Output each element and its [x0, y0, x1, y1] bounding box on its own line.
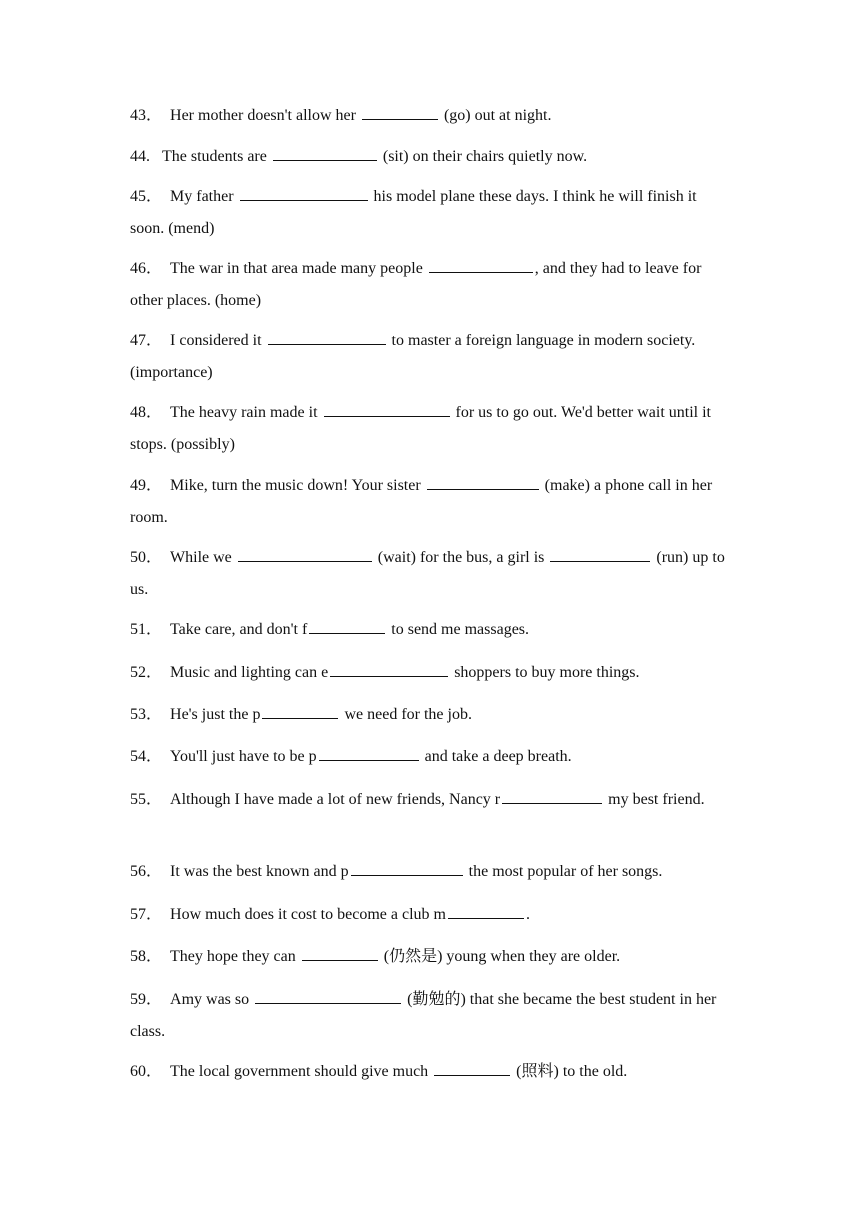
- answer-blank[interactable]: [273, 146, 377, 161]
- question-43: 43． Her mother doesn't allow her (go) out at night.: [130, 107, 552, 124]
- question-47: 47． I considered it to master a foreign language in modern society. (importance): [130, 332, 696, 381]
- answer-blank[interactable]: [330, 662, 448, 677]
- answer-blank[interactable]: [362, 105, 438, 120]
- question-46: 46． The war in that area made many people , and they had to leave for other places. (home): [130, 260, 702, 309]
- question-55: 55． Although I have made a lot of new friends, Nancy r my best friend.: [130, 791, 705, 808]
- question-48: 48． The heavy rain made it for us to go out. We'd better wait until it stops. (possibly): [130, 404, 711, 453]
- answer-blank[interactable]: [324, 402, 450, 417]
- question-59: 59． Amy was so (勤勉的) that she became the best student in her class.: [130, 991, 717, 1040]
- answer-blank[interactable]: [255, 989, 401, 1004]
- question-57: 57． How much does it cost to become a club m .: [130, 906, 530, 923]
- question-56: 56． It was the best known and p the most popular of her songs.: [130, 863, 663, 880]
- answer-blank[interactable]: [319, 746, 419, 761]
- question-60: 60． The local government should give much (照料) to the old.: [130, 1063, 628, 1080]
- question-50: 50． While we (wait) for the bus, a girl is (run) up to us.: [130, 549, 725, 598]
- answer-blank[interactable]: [427, 475, 539, 490]
- answer-blank[interactable]: [262, 704, 338, 719]
- answer-blank[interactable]: [238, 547, 372, 562]
- answer-blank[interactable]: [268, 330, 386, 345]
- answer-blank[interactable]: [434, 1061, 510, 1076]
- answer-blank[interactable]: [240, 186, 368, 201]
- question-58: 58． They hope they can (仍然是) young when they are older.: [130, 948, 621, 965]
- question-49: 49． Mike, turn the music down! Your sister (make) a phone call in her room.: [130, 477, 713, 526]
- answer-blank[interactable]: [550, 547, 650, 562]
- question-44: 44. The students are (sit) on their chairs quietly now.: [130, 148, 588, 165]
- question-54: 54． You'll just have to be p and take a deep breath.: [130, 748, 572, 765]
- answer-blank[interactable]: [302, 946, 378, 961]
- answer-blank[interactable]: [502, 789, 602, 804]
- answer-blank[interactable]: [351, 861, 463, 876]
- question-45: 45． My father his model plane these days. I think he will finish it soon. (mend): [130, 188, 697, 237]
- question-53: 53． He's just the p we need for the job.: [130, 706, 472, 723]
- question-52: 52． Music and lighting can e shoppers to buy more things.: [130, 664, 640, 681]
- answer-blank[interactable]: [309, 619, 385, 634]
- answer-blank[interactable]: [448, 904, 524, 919]
- question-51: 51． Take care, and don't f to send me massages.: [130, 621, 530, 638]
- answer-blank[interactable]: [429, 258, 533, 273]
